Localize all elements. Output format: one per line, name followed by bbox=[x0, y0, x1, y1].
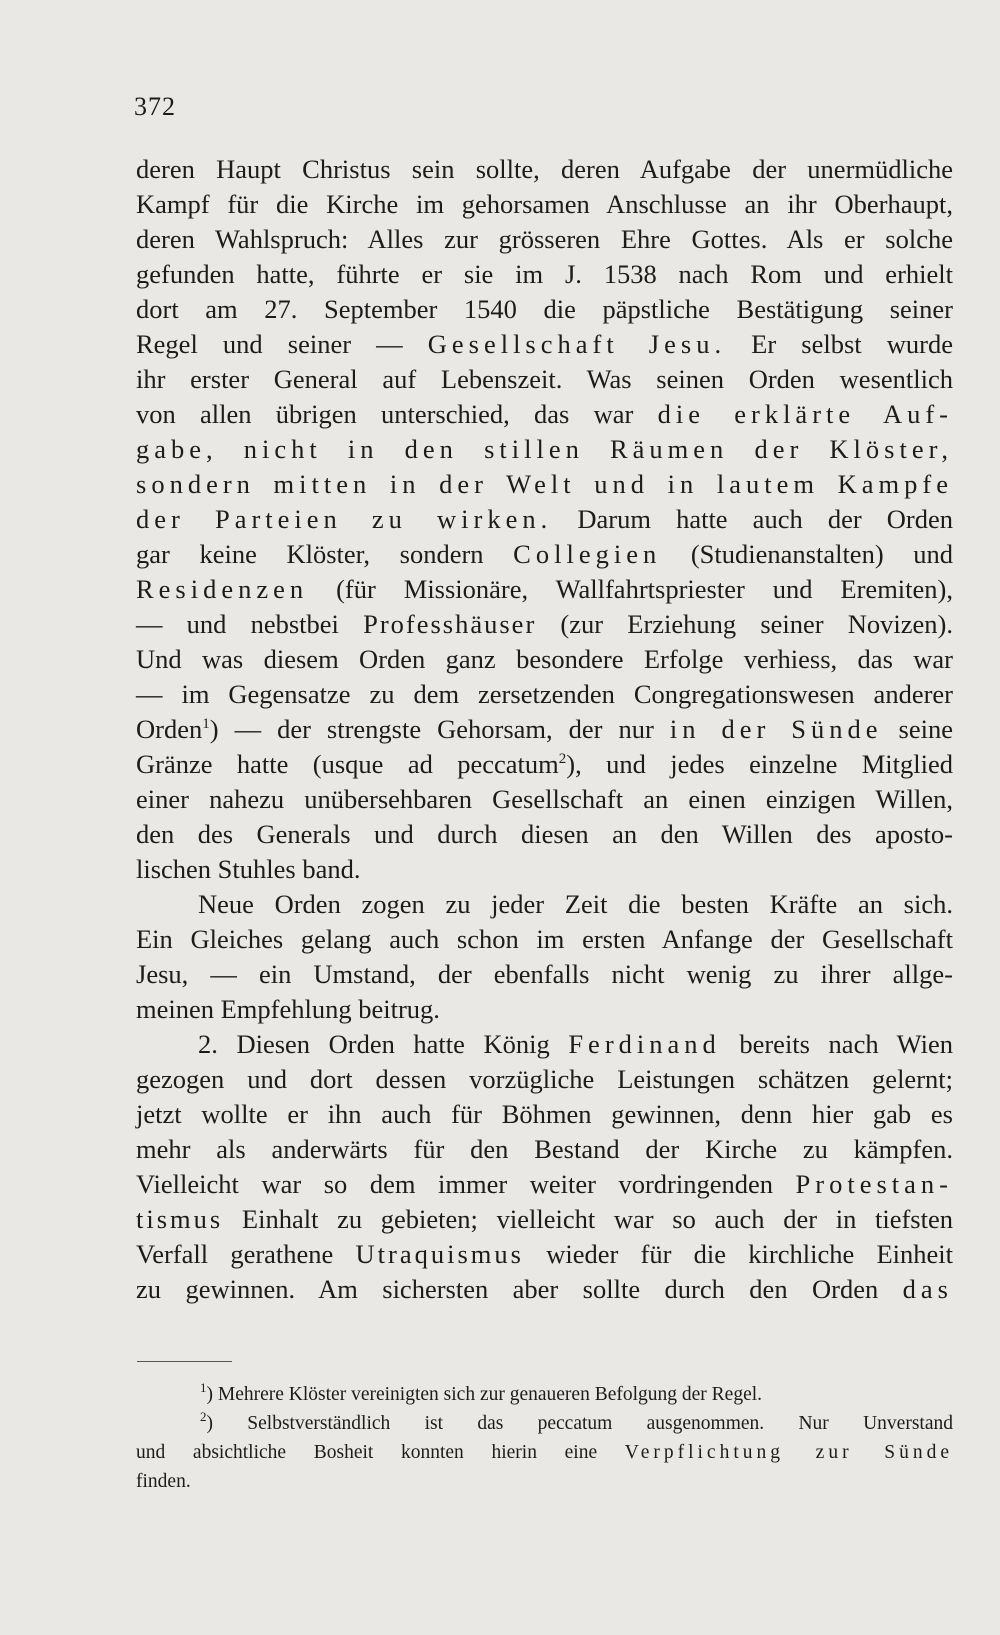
text-run: (für Missionäre, Wallfahrtspriester und Eremiten), bbox=[308, 574, 953, 604]
text-line: jetzt wollte er ihn auch für Böhmen gewinnen, denn hier gab es bbox=[136, 1099, 953, 1129]
footnote-divider bbox=[137, 1361, 232, 1362]
spaced-emphasis: gabe, nicht in den stillen Räumen der Klöster, bbox=[136, 434, 953, 464]
spaced-emphasis: die erklärte Auf- bbox=[657, 399, 953, 429]
text-run: von allen übrigen unterschied, das war bbox=[136, 399, 658, 429]
text-run: gar keine Klöster, sondern bbox=[136, 539, 514, 569]
footnote-text: ) Selbstverständlich ist das peccatum ausgenommen. Nur Unverstand bbox=[206, 1413, 953, 1434]
text-line: meinen Empfehlung beitrug. bbox=[136, 994, 440, 1024]
text-run: 2. Diesen Orden hatte König bbox=[198, 1029, 569, 1059]
text-line bbox=[136, 712, 953, 747]
spaced-emphasis: in der Sünde bbox=[669, 714, 883, 744]
spaced-emphasis: Protestan- bbox=[795, 1169, 953, 1199]
spaced-emphasis: Utraquismus bbox=[355, 1239, 524, 1269]
text-run: zu gewinnen. Am sichersten aber sollte durch den Orden bbox=[136, 1274, 903, 1304]
main-text bbox=[136, 152, 953, 1307]
spaced-emphasis: tismus bbox=[136, 1204, 224, 1234]
text-line: ihr erster General auf Lebenszeit. Was seinen Orden wesentlich bbox=[136, 364, 953, 394]
text-run: Verfall gerathene bbox=[136, 1239, 356, 1269]
spaced-emphasis: Residenzen bbox=[136, 574, 309, 604]
text-line: Jesu, — ein Umstand, der ebenfalls nicht wenig zu ihrer allge- bbox=[136, 959, 953, 989]
spaced-emphasis: Verpflichtung zur Sünde bbox=[624, 1442, 953, 1463]
text-line: Und was diesem Orden ganz besondere Erfolge verhiess, das war bbox=[136, 644, 953, 674]
footnote-ref[interactable]: 2 bbox=[558, 751, 567, 767]
text-run: seine bbox=[882, 714, 954, 744]
text-line: mehr als anderwärts für den Bestand der Kirche zu kämpfen. bbox=[136, 1134, 953, 1164]
text-run: wieder für die kirchliche Einheit bbox=[523, 1239, 953, 1269]
text-line: — im Gegensatze zu dem zersetzenden Congregationswesen anderer bbox=[136, 679, 953, 709]
text-run: Regel und seiner — bbox=[136, 329, 428, 359]
text-run: Vielleicht war so dem immer weiter vordringenden bbox=[136, 1169, 796, 1199]
text-run: (Studienanstalten) und bbox=[661, 539, 954, 569]
text-line bbox=[136, 1167, 953, 1202]
footnote-mark: 1 bbox=[200, 1380, 207, 1395]
text-run: Orden bbox=[136, 714, 203, 744]
text-run: bereits nach Wien bbox=[720, 1029, 953, 1059]
footnote-text: und absichtliche Bosheit konnten hierin eine bbox=[136, 1442, 625, 1463]
text-line: dort am 27. September 1540 die päpstliche Bestätigung seiner bbox=[136, 294, 953, 324]
text-run: Gränze hatte (usque ad peccatum bbox=[136, 749, 559, 779]
text-line: einer nahezu unübersehbaren Gesellschaft an einen einzigen Willen, bbox=[136, 784, 953, 814]
spaced-emphasis: Professhäuser bbox=[363, 609, 537, 639]
text-line: deren Wahlspruch: Alles zur grösseren Ehre Gottes. Als er solche bbox=[136, 224, 953, 254]
text-run: ) — der strengste Gehorsam, der nur bbox=[209, 714, 670, 744]
text-line bbox=[136, 327, 953, 362]
text-run: ), und jedes einzelne Mitglied bbox=[566, 749, 954, 779]
text-run: Einhalt zu gebieten; vielleicht war so auch der in tiefsten bbox=[223, 1204, 953, 1234]
footnote-2-line: finden. bbox=[136, 1471, 191, 1492]
text-line: gezogen und dort dessen vorzügliche Leistungen schätzen gelernt; bbox=[136, 1064, 953, 1094]
text-line bbox=[136, 502, 953, 537]
page-number: 372 bbox=[134, 92, 176, 121]
text-run: Er selbst wurde bbox=[726, 329, 953, 359]
spaced-emphasis: das bbox=[902, 1274, 953, 1304]
text-line bbox=[136, 397, 953, 432]
footnote-ref[interactable]: 1 bbox=[202, 716, 210, 732]
spaced-emphasis: der Parteien zu wirken. bbox=[136, 504, 553, 534]
text-line: den des Generals und durch diesen an den Willen des aposto- bbox=[136, 819, 953, 849]
text-run: — und nebstbei bbox=[136, 609, 364, 639]
footnote-text: ) Mehrere Klöster vereinigten sich zur genaueren Befolgung der Regel. bbox=[206, 1384, 763, 1405]
footnote-2-line bbox=[136, 1438, 953, 1467]
text-line bbox=[136, 1027, 953, 1062]
footnote-1 bbox=[136, 1380, 953, 1409]
text-line: gefunden hatte, führte er sie im J. 1538 nach Rom und erhielt bbox=[136, 259, 953, 289]
text-line bbox=[136, 432, 953, 467]
text-line bbox=[136, 1202, 953, 1237]
text-line: deren Haupt Christus sein sollte, deren Aufgabe der unermüdliche bbox=[136, 154, 953, 184]
text-line bbox=[136, 572, 953, 607]
text-run: (zur Erziehung seiner Novizen). bbox=[536, 609, 954, 639]
text-line: Neue Orden zogen zu jeder Zeit die besten Kräfte an sich. bbox=[198, 889, 953, 919]
text-line bbox=[136, 607, 953, 642]
text-line: lischen Stuhles band. bbox=[136, 854, 361, 884]
spaced-emphasis: Collegien bbox=[513, 539, 662, 569]
text-line bbox=[136, 1272, 953, 1307]
text-line bbox=[136, 467, 953, 502]
text-run: Darum hatte auch der Orden bbox=[552, 504, 954, 534]
footnote-2 bbox=[136, 1409, 953, 1438]
footnotes bbox=[136, 1380, 953, 1496]
text-line bbox=[136, 1237, 953, 1272]
text-line: Ein Gleiches gelang auch schon im ersten Anfange der Gesellschaft bbox=[136, 924, 953, 954]
spaced-emphasis: Gesellschaft Jesu. bbox=[427, 329, 727, 359]
spaced-emphasis: sondern mitten in der Welt und in lautem Kampfe bbox=[136, 469, 953, 499]
text-line: Kampf für die Kirche im gehorsamen Anschlusse an ihr Oberhaupt, bbox=[136, 189, 953, 219]
spaced-emphasis: Ferdinand bbox=[568, 1029, 721, 1059]
text-line bbox=[136, 537, 953, 572]
text-line bbox=[136, 747, 953, 782]
footnote-mark: 2 bbox=[200, 1409, 207, 1424]
